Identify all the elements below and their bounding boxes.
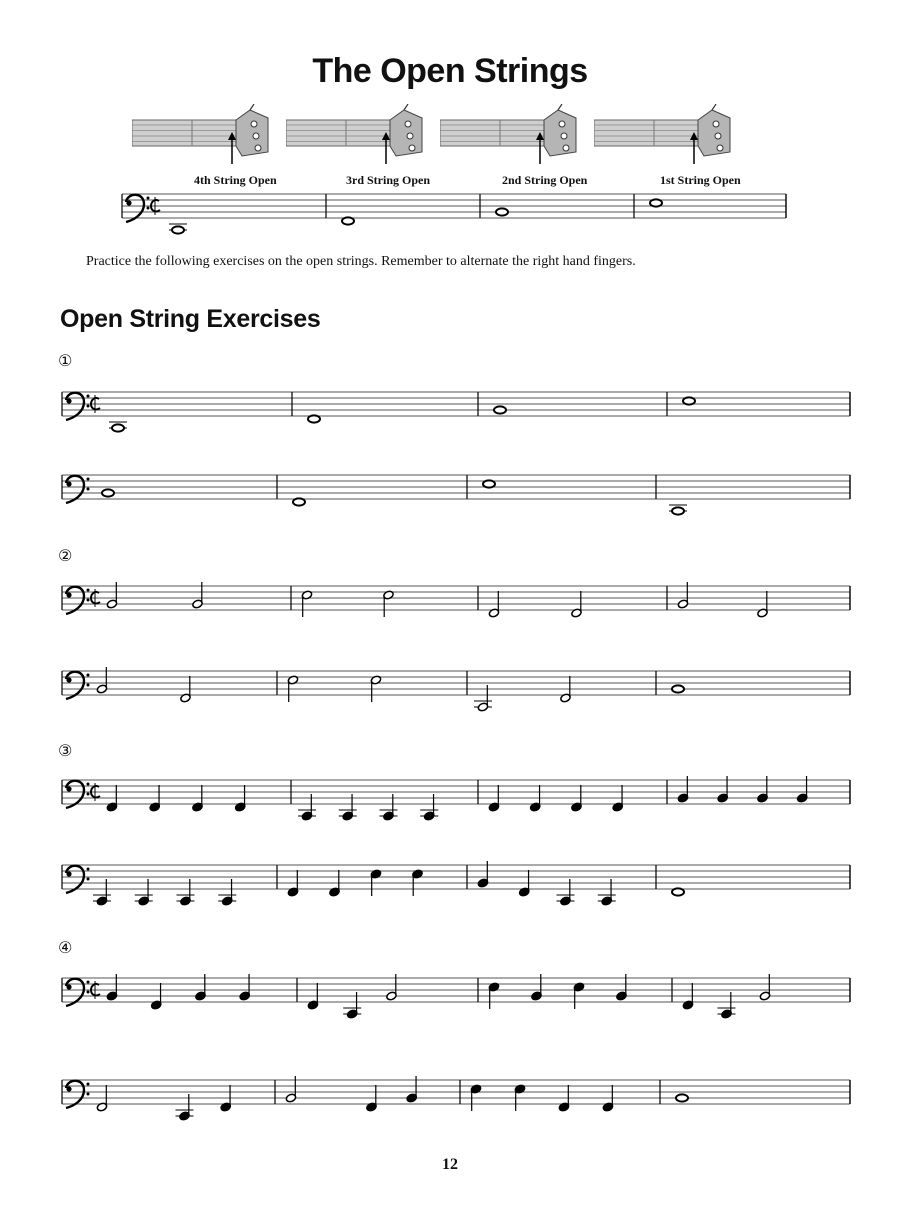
- exercise-number-4: ④: [58, 938, 73, 957]
- note-d3: [496, 208, 508, 215]
- string-label-4th: 4th String Open: [194, 173, 277, 187]
- note-a2: [612, 785, 623, 812]
- note-a2: [307, 983, 318, 1010]
- note-g3: [383, 590, 394, 617]
- instructions-text: Practice the following exercises on the open strings. Remember to alternate the right hand fingers.: [86, 254, 636, 269]
- note-g3: [412, 869, 423, 896]
- note-a2: [192, 785, 203, 812]
- open-strings-staff: [122, 194, 786, 218]
- note-a2: [151, 983, 162, 1010]
- exercise-4-staff-2: [62, 1080, 850, 1104]
- note-d3: [676, 1094, 688, 1101]
- note-g3: [683, 397, 695, 404]
- page-number: 12: [442, 1156, 458, 1173]
- note-e2: [109, 422, 127, 432]
- exercise-1-staff-2: [62, 475, 850, 499]
- note-g3: [573, 982, 584, 1009]
- note-d3: [494, 406, 506, 413]
- note-a2: [560, 676, 571, 703]
- note-g3: [514, 1084, 525, 1111]
- note-a2: [488, 591, 499, 618]
- string-label-3rd: 3rd String Open: [346, 173, 431, 187]
- exercise-1-staff-1: [62, 392, 850, 416]
- note-a2: [106, 785, 117, 812]
- exercise-number-1: ①: [58, 351, 73, 370]
- note-a2: [96, 1085, 107, 1112]
- string-label-2nd: 2nd String Open: [502, 173, 588, 187]
- note-a2: [682, 983, 693, 1010]
- note-a2: [308, 415, 320, 422]
- note-a2: [342, 217, 354, 224]
- note-e2: [669, 505, 687, 515]
- note-g3: [483, 480, 495, 487]
- page-title: The Open Strings: [312, 52, 588, 90]
- note-d3: [672, 685, 684, 692]
- note-g3: [370, 869, 381, 896]
- exercise-2-staff-1: [62, 586, 850, 610]
- note-a2: [287, 870, 298, 897]
- note-e2: [169, 224, 187, 234]
- note-a2: [235, 785, 246, 812]
- note-a2: [519, 870, 530, 897]
- note-g3: [301, 590, 312, 617]
- note-a2: [757, 591, 768, 618]
- note-a2: [488, 785, 499, 812]
- note-a2: [293, 498, 305, 505]
- exercise-number-3: ③: [58, 741, 73, 760]
- exercise-number-2: ②: [58, 546, 73, 565]
- note-a2: [149, 785, 160, 812]
- note-a2: [220, 1085, 231, 1112]
- note-a2: [329, 870, 340, 897]
- note-g3: [470, 1084, 481, 1111]
- exercise-2-staff-2: [62, 671, 850, 695]
- note-d3: [102, 489, 114, 496]
- note-a2: [558, 1085, 569, 1112]
- note-g3: [488, 982, 499, 1009]
- note-g3: [287, 675, 298, 702]
- note-g3: [650, 199, 662, 206]
- note-a2: [571, 785, 582, 812]
- note-a2: [530, 785, 541, 812]
- section-title: Open String Exercises: [60, 305, 321, 333]
- string-label-1st: 1st String Open: [660, 173, 741, 187]
- note-a2: [571, 591, 582, 618]
- exercise-3-staff-2: [62, 865, 850, 889]
- note-a2: [672, 888, 684, 895]
- note-a2: [180, 676, 191, 703]
- note-a2: [366, 1085, 377, 1112]
- exercise-4-staff-1: [62, 978, 850, 1002]
- note-a2: [602, 1085, 613, 1112]
- exercise-3-staff-1: [62, 780, 850, 804]
- note-g3: [370, 675, 381, 702]
